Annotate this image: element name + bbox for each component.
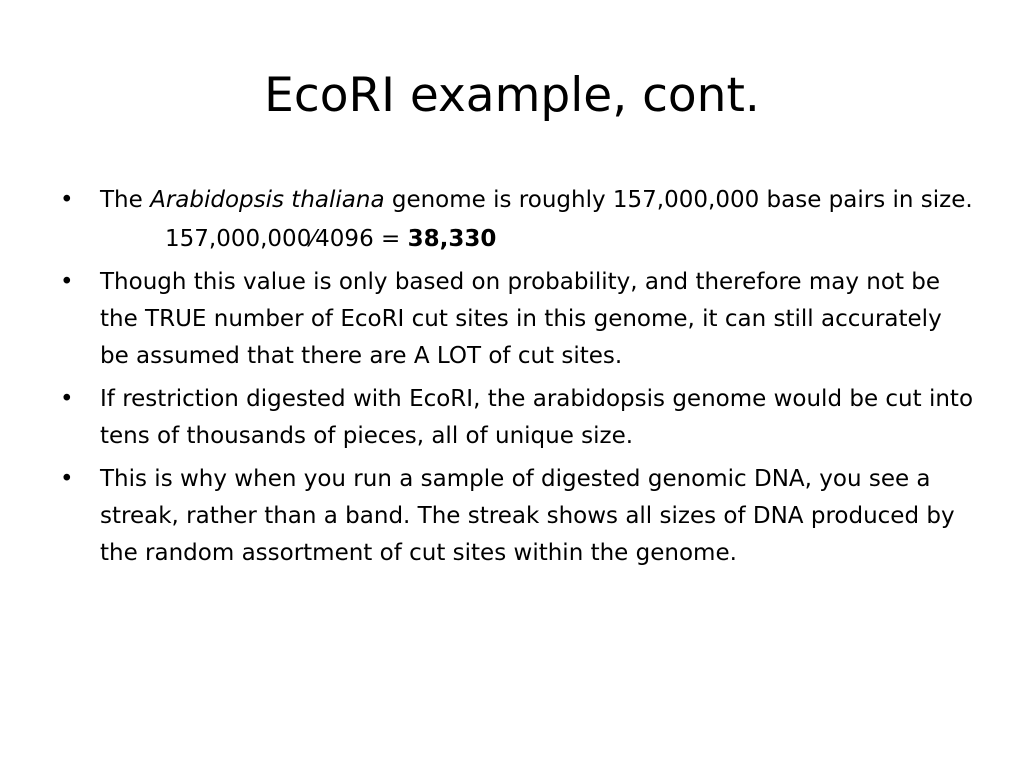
bullet-item-digestion (60, 381, 975, 455)
calculation-line (60, 221, 975, 258)
bullet-item-genome-size (60, 182, 975, 219)
bullet-icon: • (60, 269, 74, 295)
bullet-icon: • (60, 187, 74, 213)
species-name: Arabidopsis thaliana (150, 187, 385, 213)
calculation-result: 38,330 (407, 226, 497, 252)
bullet-text-prefix: The (100, 187, 151, 213)
bullet-item-probability (60, 264, 975, 375)
calculation-expression: 157,000,000⁄4096 = (165, 226, 408, 252)
bullet-text: Though this value is only based on probability, and therefore may not be the TRUE number of EcoRI cut sites in this genome, it can still accurately be assumed that there are A LOT of cut sites. (100, 269, 942, 369)
slide-content (60, 182, 975, 578)
bullet-text: If restriction digested with EcoRI, the arabidopsis genome would be cut into tens of thousands of pieces, all of unique size. (100, 386, 974, 449)
bullet-icon: • (60, 386, 74, 412)
bullet-icon: • (60, 466, 74, 492)
bullet-item-streak (60, 461, 975, 572)
bullet-text: This is why when you run a sample of digested genomic DNA, you see a streak, rather than a band. The streak shows all sizes of DNA produced by the random assortment of cut sites within the genome. (100, 466, 955, 566)
slide-title: EcoRI example, cont. (264, 68, 760, 123)
bullet-text-suffix: genome is roughly 157,000,000 base pairs in size. (384, 187, 973, 213)
